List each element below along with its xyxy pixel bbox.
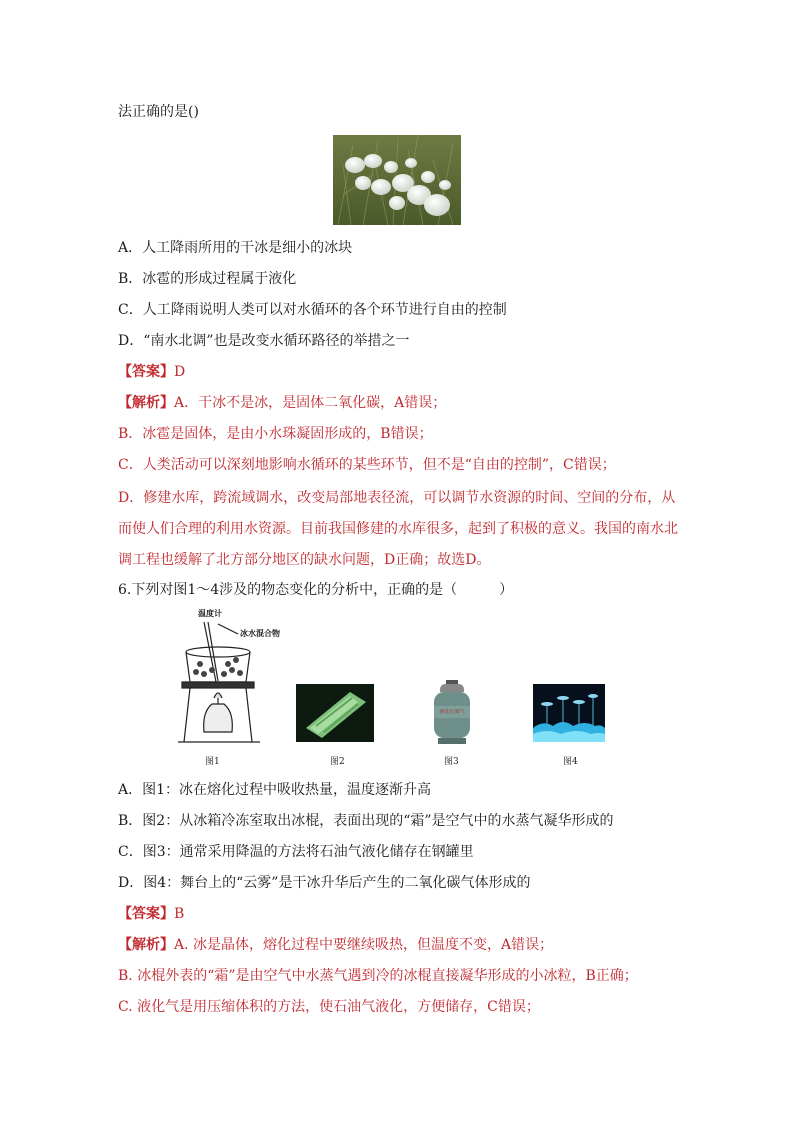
- q6-answer-tag: 【答案】: [118, 906, 174, 922]
- q6-analysis-tag: 【解析】: [118, 937, 174, 953]
- figure-3-gas-cylinder: [428, 680, 476, 744]
- q5-analysis-line-4: D．修建水库，跨流域调水，改变局部地表径流，可以调节水资源的时间、空间的分布，从: [118, 490, 676, 506]
- figure-4-caption: 图4: [563, 757, 578, 767]
- q5-analysis-text-1: A．干冰不是冰，是固体二氧化碳，A错误；: [174, 395, 447, 411]
- gas-cylinder-text: 液化石油气: [439, 709, 465, 715]
- figure-2-caption: 图2: [330, 757, 345, 767]
- figure-4-stage-fog: [533, 684, 605, 742]
- q6-option-a: A．图1：冰在熔化过程中吸收热量，温度逐渐升高: [118, 782, 432, 798]
- q6-analysis-text-1: A. 冰是晶体，熔化过程中要继续吸热，但温度不变，A错误；: [174, 937, 554, 953]
- figure-1-apparatus: [176, 608, 280, 747]
- q5-answer: [118, 362, 185, 382]
- q5-option-d: D．“南水北调”也是改变水循环路径的举措之一: [118, 333, 410, 349]
- q6-option-c: C．图3：通常采用降温的方法将石油气液化储存在钢罐里: [118, 844, 474, 860]
- thermometer-label: 温度计: [198, 608, 222, 618]
- q6-stem: 6.下列对图1～4涉及的物态变化的分析中，正确的是（ ）: [118, 582, 514, 598]
- q6-analysis-line-1: [118, 935, 553, 955]
- q5-analysis-tag: 【解析】: [118, 395, 174, 411]
- q6-option-b: B．图2：从冰箱冷冻室取出冰棍，表面出现的“霜”是空气中的水蒸气凝华形成的: [118, 813, 614, 829]
- q5-answer-tag: 【答案】: [118, 364, 174, 380]
- figure-3-caption: 图3: [444, 757, 459, 767]
- q5-analysis-line-2: B．冰雹是固体，是由小水珠凝固形成的，B错误；: [118, 426, 433, 442]
- hail-photo: [333, 135, 461, 225]
- q5-option-a: A．人工降雨所用的干冰是细小的冰块: [118, 240, 353, 256]
- q6-answer: [118, 904, 184, 924]
- q5-analysis-line-5: 而使人们合理的利用水资源。目前我国修建的水库很多，起到了积极的意义。我国的南水北: [118, 521, 678, 537]
- q6-analysis-line-3: C. 液化气是用压缩体积的方法，使石油气液化，方便储存，C错误；: [118, 999, 540, 1015]
- q5-option-b: B．冰雹的形成过程属于液化: [118, 271, 297, 287]
- q6-analysis-line-2: B. 冰棍外表的“霜”是由空气中水蒸气遇到冷的冰棍直接凝华形成的小冰粒，B正确；: [118, 968, 638, 984]
- figure-1-caption: 图1: [205, 757, 220, 767]
- q5-stem-tail: 法正确的是(): [118, 104, 199, 120]
- q5-analysis-line-1: [118, 393, 446, 413]
- q5-option-c: C．人工降雨说明人类可以对水循环的各个环节进行自由的控制: [118, 302, 507, 318]
- q6-option-d: D．图4：舞台上的“云雾”是干冰升华后产生的二氧化碳气体形成的: [118, 875, 531, 891]
- q6-answer-value: B: [174, 906, 185, 922]
- q5-analysis-line-6: 调工程也缓解了北方部分地区的缺水问题，D正确；故选D。: [118, 552, 491, 568]
- ice-water-mixture-label: 冰水混合物: [240, 628, 280, 638]
- q5-analysis-line-3: C．人类活动可以深刻地影响水循环的某些环节，但不是“自由的控制”，C错误；: [118, 457, 616, 473]
- q5-answer-value: D: [174, 364, 186, 380]
- figure-2-popsicle: [296, 684, 374, 742]
